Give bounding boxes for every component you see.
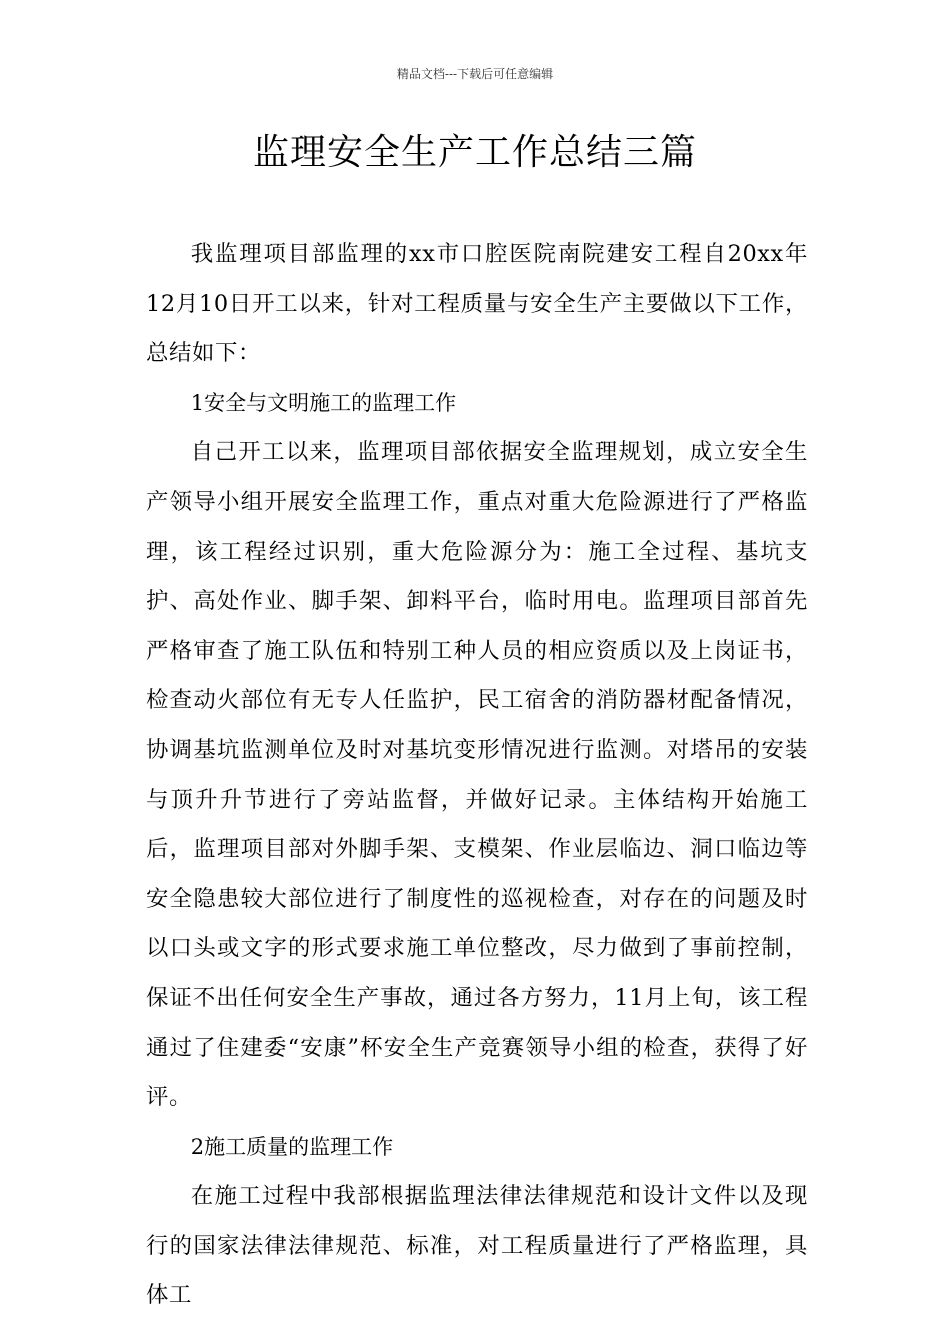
section-heading-1: 1安全与文明施工的监理工作: [190, 390, 457, 415]
document-body: [146, 230, 808, 1321]
safety-paragraph: 自己开工以来，监理项目部依据安全监理规划，成立安全生产领导小组开展安全监理工作，重点对重大危险源进行了严格监理，该工程经过识别，重大危险源分为：施工全过程、基坑支护、高处作业、脚手架、卸料平台，临时用电。监理项目部首先严格审查了施工队伍和特别工种人员的相应资质以及上岗证书，检查动火部位有无专人任监护，民工宿舍的消防器材配备情况，协调基坑监测单位及时对基坑变形情况进行监测。对塔吊的安装与顶升升节进行了旁站监督，并做好记录。主体结构开始施工后，监理项目部对外脚手架、支模架、作业层临边、洞口临边等安全隐患较大部位进行了制度性的巡视检查，对存在的问题及时以口头或文字的形式要求施工单位整改，尽力做到了事前控制，保证不出任何安全生产事故，通过各方努力，11月上旬，该工程通过了住建委“安康”杯安全生产竞赛领导小组的检查，获得了好评。: [146, 439, 808, 1111]
quality-paragraph: 在施工过程中我部根据监理法律法律规范和设计文件以及现行的国家法律法律规范、标准，对工程质量进行了严格监理，具体工: [146, 1183, 808, 1309]
document-title: 监理安全生产工作总结三篇: [252, 132, 697, 173]
intro-paragraph: 我监理项目部监理的xx市口腔医院南院建安工程自20xx年12月10日开工以来，针对工程质量与安全生产主要做以下工作，总结如下：: [146, 241, 808, 367]
page-header: 精品文档---下载后可任意编辑: [396, 67, 554, 81]
section-heading-2: 2施工质量的监理工作: [190, 1134, 394, 1159]
